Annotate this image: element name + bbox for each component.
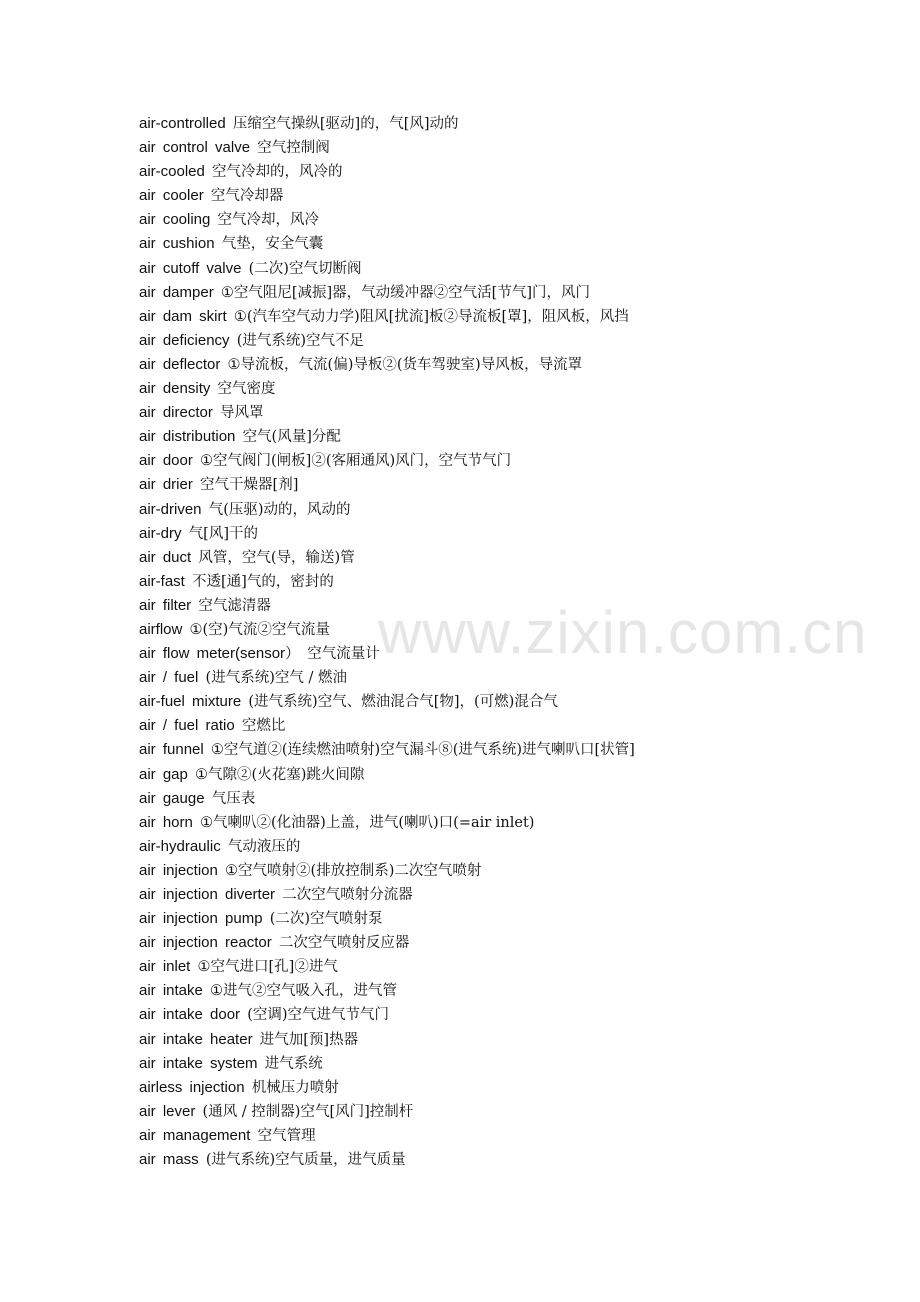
glossary-entry bbox=[139, 425, 859, 449]
glossary-entry bbox=[139, 112, 859, 136]
entry-definition: ①空气阻尼[减振]器，气动缓冲器②空气活[节气]门，风门 bbox=[220, 284, 590, 301]
glossary-entry bbox=[139, 401, 859, 425]
glossary-entry bbox=[139, 546, 859, 570]
entry-term: air-controlled bbox=[139, 115, 226, 132]
entry-term: air-fuel mixture bbox=[139, 693, 242, 711]
glossary-entry bbox=[139, 1052, 859, 1076]
glossary-list bbox=[139, 112, 859, 1172]
entry-definition: 空气冷却的，风冷的 bbox=[212, 164, 343, 181]
entry-definition: (空调)空气进气节气门 bbox=[247, 1007, 390, 1024]
entry-term: air duct bbox=[139, 548, 192, 566]
glossary-entry bbox=[139, 690, 859, 714]
entry-definition: ①(汽车空气动力学)阻风[扰流]板②导流板[罩]，阻风板，风挡 bbox=[233, 308, 629, 325]
entry-definition: ①空气道②(连续燃油喷射)空气漏斗⑧(进气系统)进气喇叭口[状管] bbox=[210, 742, 635, 759]
glossary-entry bbox=[139, 377, 859, 401]
entry-definition: 进气加[预]热器 bbox=[259, 1031, 359, 1048]
entry-definition: (二次)空气切断阀 bbox=[248, 260, 362, 277]
entry-term: air deflector bbox=[139, 355, 221, 373]
entry-term: air door bbox=[139, 452, 193, 470]
entry-term: air density bbox=[139, 380, 211, 398]
entry-definition: 气(压驱)动的，风动的 bbox=[208, 501, 351, 518]
entry-definition: 进气系统 bbox=[264, 1055, 323, 1072]
entry-term: air cooler bbox=[139, 187, 204, 205]
entry-definition: (通风 / 控制器)空气[风门]控制杆 bbox=[202, 1103, 414, 1120]
entry-term: air gauge bbox=[139, 789, 205, 807]
entry-term: air injection diverter bbox=[139, 886, 276, 903]
glossary-entry bbox=[139, 305, 859, 329]
entry-definition: 气压表 bbox=[211, 790, 256, 807]
entry-term: air intake heater bbox=[139, 1030, 253, 1048]
glossary-entry bbox=[139, 570, 859, 594]
entry-definition: 空气流量计 bbox=[307, 646, 380, 663]
glossary-entry bbox=[139, 955, 859, 979]
glossary-entry bbox=[139, 1076, 859, 1100]
glossary-entry bbox=[139, 811, 859, 835]
entry-definition: (进气系统)空气、燃油混合气[物]，(可燃)混合气 bbox=[248, 694, 558, 711]
glossary-entry bbox=[139, 281, 859, 305]
entry-term: air-driven bbox=[139, 500, 202, 518]
entry-definition: 机械压力喷射 bbox=[251, 1079, 339, 1096]
entry-term: air cushion bbox=[139, 235, 215, 253]
glossary-entry bbox=[139, 714, 859, 738]
entry-term: air director bbox=[139, 404, 213, 422]
glossary-entry bbox=[139, 907, 859, 931]
entry-definition: 空气冷却器 bbox=[210, 188, 284, 205]
entry-term: air / fuel ratio bbox=[139, 717, 235, 735]
glossary-entry bbox=[139, 1148, 859, 1172]
entry-term: air-fast bbox=[139, 572, 185, 590]
entry-definition: 压缩空气操纵[驱动]的，气[风]动的 bbox=[232, 116, 459, 132]
entry-term: air horn bbox=[139, 813, 193, 831]
glossary-entry bbox=[139, 859, 859, 883]
entry-term: air intake bbox=[139, 982, 203, 1000]
entry-term: air management bbox=[139, 1126, 251, 1144]
glossary-entry bbox=[139, 232, 859, 256]
entry-definition: 空气管理 bbox=[257, 1127, 316, 1144]
entry-term: air / fuel bbox=[139, 669, 199, 687]
entry-term: airflow bbox=[139, 620, 183, 638]
entry-definition: (进气系统)空气质量，进气质量 bbox=[205, 1152, 406, 1169]
glossary-entry bbox=[139, 1028, 859, 1052]
glossary-entry bbox=[139, 642, 859, 666]
entry-definition: ①(空)气流②空气流量 bbox=[189, 621, 330, 638]
entry-definition: (进气系统)空气 / 燃油 bbox=[205, 670, 347, 687]
entry-term: air funnel bbox=[139, 741, 204, 759]
entry-term: air-cooled bbox=[139, 163, 205, 181]
entry-term: air injection bbox=[139, 861, 218, 879]
glossary-entry bbox=[139, 931, 859, 955]
glossary-entry bbox=[139, 594, 859, 618]
glossary-entry bbox=[139, 257, 859, 281]
glossary-entry bbox=[139, 208, 859, 232]
entry-term: airless injection bbox=[139, 1078, 245, 1096]
entry-term: air damper bbox=[139, 283, 214, 301]
entry-term: air cooling bbox=[139, 211, 211, 229]
glossary-entry bbox=[139, 787, 859, 811]
glossary-entry bbox=[139, 329, 859, 353]
glossary-entry bbox=[139, 618, 859, 642]
entry-definition: ①气喇叭②(化油器)上盖，进气(喇叭)口(=air inlet) bbox=[200, 814, 535, 831]
glossary-entry bbox=[139, 353, 859, 377]
entry-term: air deficiency bbox=[139, 331, 230, 349]
glossary-entry bbox=[139, 184, 859, 208]
glossary-entry bbox=[139, 763, 859, 787]
entry-definition: ①导流板，气流(偏)导板②(货车驾驶室)导风板，导流罩 bbox=[227, 356, 583, 373]
entry-definition: 空气干燥器[剂] bbox=[200, 477, 299, 494]
entry-term: air-hydraulic bbox=[139, 837, 221, 855]
entry-term: air gap bbox=[139, 765, 188, 783]
entry-definition: 导风罩 bbox=[220, 405, 264, 422]
entry-term: air mass bbox=[139, 1151, 199, 1169]
glossary-entry bbox=[139, 666, 859, 690]
entry-term: air cutoff valve bbox=[139, 259, 242, 277]
entry-definition: ①进气②空气吸入孔，进气管 bbox=[210, 983, 398, 1000]
entry-term: air filter bbox=[139, 596, 192, 614]
entry-term: air drier bbox=[139, 476, 193, 494]
entry-definition: 二次空气喷射反应器 bbox=[278, 935, 410, 952]
glossary-entry bbox=[139, 1124, 859, 1148]
entry-definition: ①空气进口[孔]②进气 bbox=[197, 959, 338, 976]
entry-definition: 空气(风量]分配 bbox=[242, 429, 341, 446]
entry-term: air lever bbox=[139, 1102, 196, 1120]
entry-definition: 气垫，安全气囊 bbox=[221, 236, 324, 253]
entry-term: air intake system bbox=[139, 1054, 258, 1072]
entry-term: air intake door bbox=[139, 1006, 241, 1024]
watermark: www.zixin.com.cn bbox=[378, 599, 868, 666]
glossary-entry bbox=[139, 160, 859, 184]
entry-definition: 空气滤清器 bbox=[198, 597, 271, 614]
entry-definition: 空气控制阀 bbox=[257, 140, 330, 157]
entry-definition: 二次空气喷射分流器 bbox=[282, 887, 413, 903]
entry-definition: 气[风]干的 bbox=[188, 525, 259, 542]
entry-term: air injection reactor bbox=[139, 934, 272, 952]
entry-definition: ①气隙②(火花塞)跳火间隙 bbox=[195, 766, 365, 783]
glossary-entry bbox=[139, 498, 859, 522]
entry-definition: (二次)空气喷射泵 bbox=[269, 911, 383, 928]
glossary-entry bbox=[139, 522, 859, 546]
entry-definition: 空气冷却，风冷 bbox=[217, 212, 320, 229]
glossary-entry bbox=[139, 136, 859, 160]
glossary-entry bbox=[139, 1100, 859, 1124]
entry-definition: ①空气喷射②(排放控制系)二次空气喷射 bbox=[225, 862, 482, 879]
glossary-entry bbox=[139, 738, 859, 762]
entry-definition: (进气系统)空气不足 bbox=[236, 332, 365, 349]
glossary-entry bbox=[139, 449, 859, 473]
entry-term: air flow meter(sensor） bbox=[139, 645, 301, 663]
entry-term: air-dry bbox=[139, 524, 182, 542]
entry-definition: 空气密度 bbox=[217, 381, 276, 398]
entry-definition: 气动液压的 bbox=[227, 838, 301, 855]
entry-term: air injection pump bbox=[139, 910, 263, 928]
entry-term: air inlet bbox=[139, 958, 191, 976]
entry-term: air distribution bbox=[139, 428, 236, 446]
glossary-entry bbox=[139, 883, 859, 907]
glossary-entry bbox=[139, 1003, 859, 1027]
entry-definition: 风管，空气(导，输送)管 bbox=[198, 549, 355, 566]
glossary-entry bbox=[139, 473, 859, 497]
entry-definition: ①空气阀门(闸板]②(客厢通风)风门，空气节气门 bbox=[200, 453, 512, 470]
entry-term: air dam skirt bbox=[139, 307, 227, 325]
entry-definition: 空燃比 bbox=[241, 718, 286, 735]
entry-definition: 不透[通]气的，密封的 bbox=[192, 573, 334, 590]
glossary-entry bbox=[139, 979, 859, 1003]
entry-term: air control valve bbox=[139, 139, 251, 157]
glossary-entry bbox=[139, 835, 859, 859]
